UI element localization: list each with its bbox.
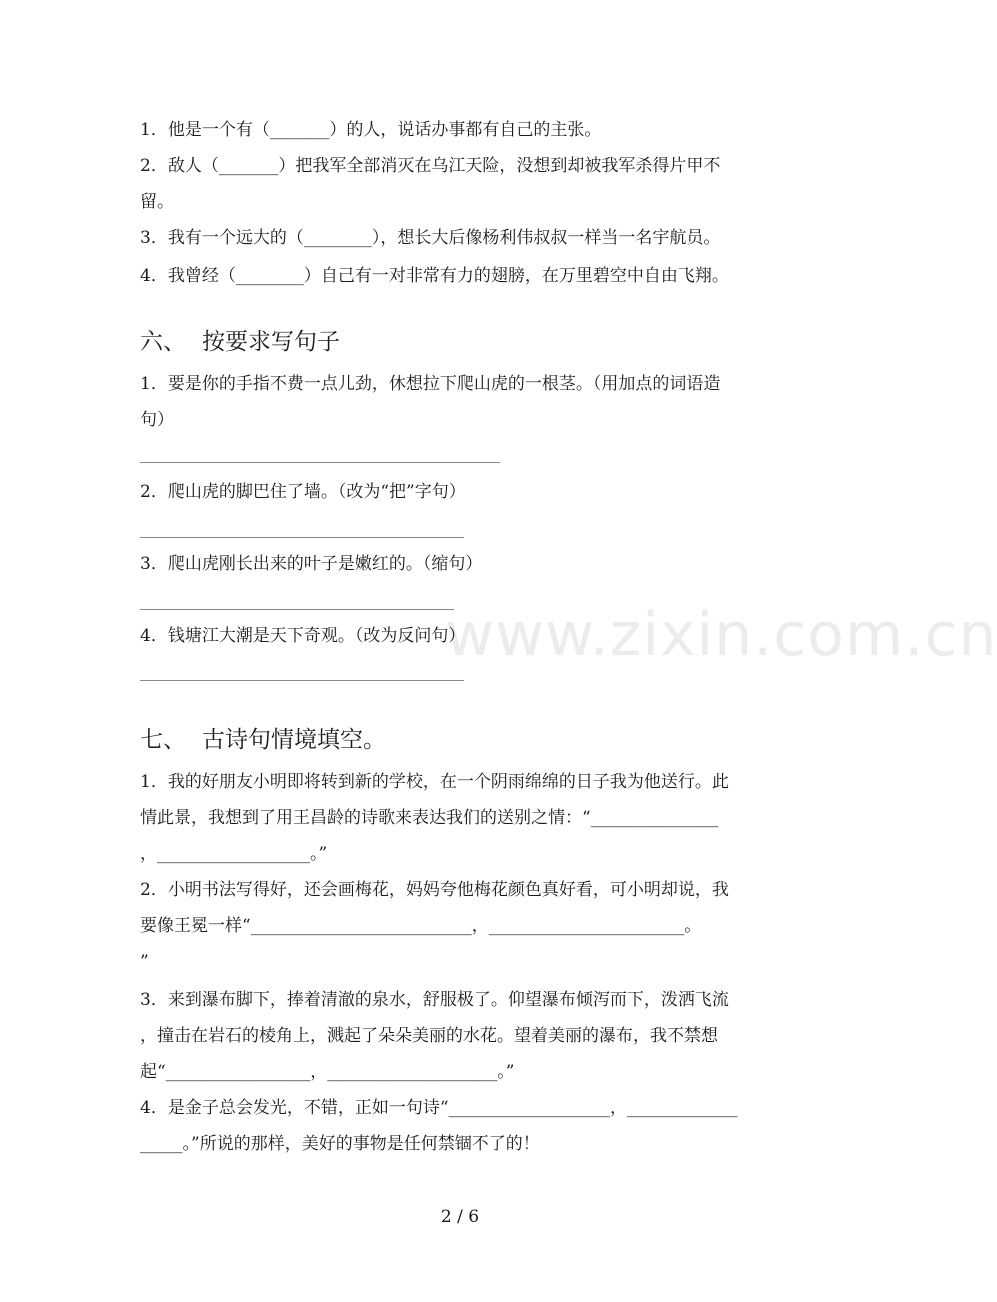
question-5-2-cont: 留。 bbox=[140, 192, 174, 212]
section-7-number: 七、 bbox=[140, 727, 186, 753]
question-7-4-cont: _____。”所说的那样，美好的事物是任何禁锢不了的！ bbox=[140, 1134, 540, 1154]
watermark: www.zixin.com.cn bbox=[445, 600, 997, 670]
question-7-1: 1．我的好朋友小明即将转到新的学校，在一个阴雨绵绵的日子我为他送行。此 bbox=[140, 772, 729, 792]
question-7-2-end: ” bbox=[140, 952, 149, 972]
section-6-title: 按要求写句子 bbox=[202, 329, 340, 355]
question-5-1: 1．他是一个有（_______）的人，说话办事都有自己的主张。 bbox=[140, 120, 602, 140]
question-6-3: 3．爬山虎刚长出来的叶子是嫩红的。（缩句） bbox=[140, 554, 483, 574]
question-7-3: 3．来到瀑布脚下，捧着清澈的泉水，舒服极了。仰望瀑布倾泻而下，泼洒飞流 bbox=[140, 990, 729, 1010]
question-6-2: 2．爬山虎的脚巴住了墙。（改为“把”字句） bbox=[140, 482, 466, 502]
question-5-4: 4．我曾经（________）自己有一对非常有力的翅膀，在万里碧空中自由飞翔。 bbox=[140, 266, 729, 286]
answer-line-6-1 bbox=[140, 462, 500, 463]
question-7-3-end: 起“_________________，____________________。” bbox=[140, 1062, 515, 1082]
section-6-heading bbox=[140, 324, 340, 360]
page-number: 2 / 6 bbox=[440, 1207, 480, 1227]
question-7-2: 2．小明书法写得好，还会画梅花，妈妈夸他梅花颜色真好看，可小明却说，我 bbox=[140, 880, 729, 900]
question-6-4: 4．钱塘江大潮是天下奇观。（改为反问句） bbox=[140, 626, 466, 646]
question-5-3: 3．我有一个远大的（________），想长大后像杨利伟叔叔一样当一名宇航员。 bbox=[140, 228, 721, 248]
question-7-3-cont: ，撞击在岩石的棱角上，溅起了朵朵美丽的水花。望着美丽的瀑布，我不禁想 bbox=[140, 1026, 718, 1046]
answer-line-6-4 bbox=[140, 680, 464, 681]
question-7-1-cont: 情此景，我想到了用王昌龄的诗歌来表达我们的送别之情：“_______________ bbox=[140, 808, 719, 828]
answer-line-6-3 bbox=[140, 609, 454, 610]
question-5-2: 2．敌人（_______）把我军全部消灭在乌江天险，没想到却被我军杀得片甲不 bbox=[140, 156, 721, 176]
question-7-2-cont: 要像王冕一样“__________________________，_______________________。 bbox=[140, 916, 702, 936]
section-6-number: 六、 bbox=[140, 329, 186, 355]
answer-line-6-2 bbox=[140, 537, 464, 538]
section-7-title: 古诗句情境填空。 bbox=[202, 727, 386, 753]
section-7-heading bbox=[140, 722, 386, 758]
question-7-1-end: ，__________________。” bbox=[140, 844, 328, 864]
question-6-1: 1．要是你的手指不费一点儿劲，休想拉下爬山虎的一根茎。（用加点的词语造 bbox=[140, 374, 721, 394]
question-6-1-cont: 句） bbox=[140, 410, 174, 430]
question-7-4: 4．是金子总会发光，不错，正如一句诗“___________________，_____________ bbox=[140, 1098, 738, 1118]
